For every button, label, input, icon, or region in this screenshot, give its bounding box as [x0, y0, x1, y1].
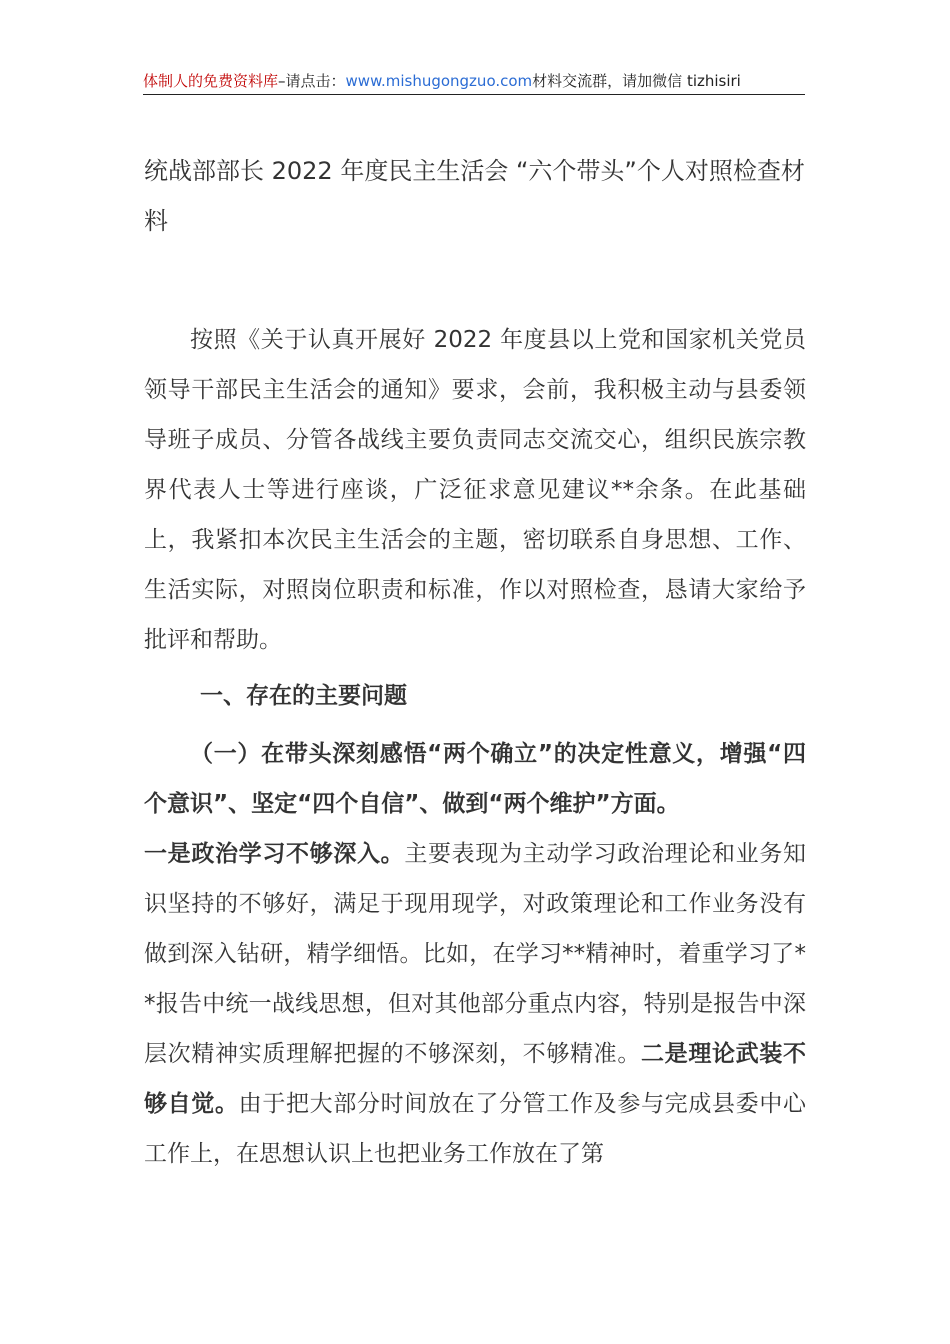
- intro-paragraph: 按照《关于认真开展好 2022 年度县以上党和国家机关党员领导干部民主生活会的通知》要求，会前，我积极主动与县委领导班子成员、分管各战线主要负责同志交流交心，组织民族宗教界代表人士等进行座谈，广泛征求意见建议**余条。在此基础上，我紧扣本次民主生活会的主题，密切联系自身思想、工作、生活实际，对照岗位职责和标准，作以对照检查，恳请大家给予批评和帮助。: [144, 327, 806, 653]
- subsection-paragraph: [144, 729, 806, 1179]
- header-url-link[interactable]: www.mishugongzuo.com: [345, 72, 533, 90]
- section-heading-problems: 一、存在的主要问题: [200, 683, 407, 709]
- point-1-lead: 一是政治学习不够深入。: [144, 841, 405, 867]
- header-brand: 体制人的免费资料库: [143, 72, 279, 90]
- point-2-text: 由于把大部分时间放在了分管工作及参与完成县委中心工作上，在思想认识上也把业务工作放在了第: [144, 1091, 807, 1167]
- page-header: [143, 70, 805, 95]
- point-1-text: 主要表现为主动学习政治理论和业务知识坚持的不够好，满足于现用现学，对政策理论和工作业务没有做到深入钻研，精学细悟。比如，在学习**精神时，着重学习了**报告中统一战线思想，但对其他部分重点内容，特别是报告中深层次精神实质理解把握的不够深刻，不够精准。: [144, 841, 807, 1067]
- header-note: 材料交流群，请加微信 tizhisiri: [532, 72, 741, 90]
- header-prompt: –请点击：: [278, 72, 346, 90]
- document-title: 统战部部长 2022 年度民主生活会 “六个带头”个人对照检查材料: [144, 157, 805, 235]
- point-2-lead: 二是理论武装不够自觉。: [144, 1041, 807, 1117]
- subsection-heading: （一）在带头深刻感悟“两个确立”的决定性意义，增强“四个意识”、坚定“四个自信”、做到“两个维护”方面。: [144, 741, 806, 817]
